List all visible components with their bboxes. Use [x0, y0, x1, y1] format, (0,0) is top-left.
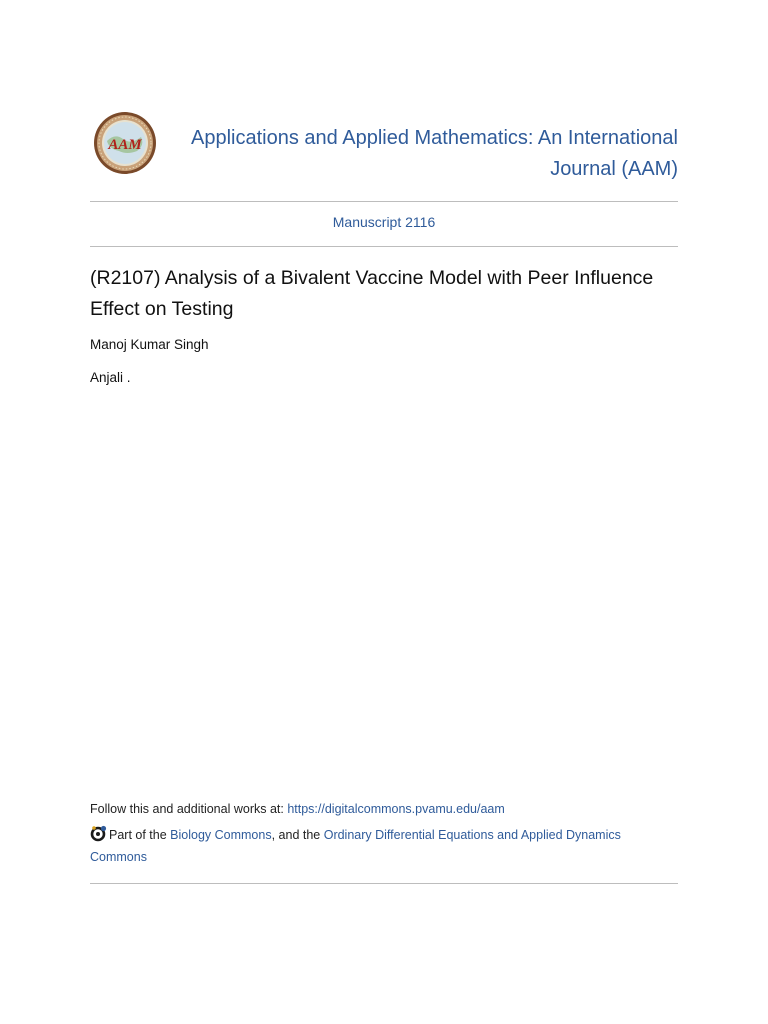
- author-2: Anjali .: [90, 370, 131, 385]
- follow-prefix: Follow this and additional works at:: [90, 802, 288, 816]
- journal-header: [90, 108, 678, 188]
- network-commons-icon: [90, 825, 107, 842]
- header-divider: [90, 201, 678, 202]
- logo-lettering: AAM: [108, 137, 142, 153]
- journal-title-line1: Applications and Applied Mathematics: An International: [191, 127, 678, 149]
- journal-title-line2: Journal (AAM): [550, 158, 678, 180]
- footer-divider: [90, 883, 678, 884]
- journal-logo-icon[interactable]: [93, 111, 157, 175]
- and-the-text: , and the: [271, 828, 324, 842]
- biology-commons-link[interactable]: Biology Commons: [170, 828, 272, 842]
- paper-title: [90, 263, 690, 325]
- commons-line: [90, 824, 650, 868]
- journal-title-link[interactable]: [178, 123, 678, 185]
- ode-commons-link[interactable]: Ordinary Differential Equations and Applied Dynamics Commons: [90, 828, 621, 864]
- follow-line: [90, 802, 505, 816]
- follow-link[interactable]: https://digitalcommons.pvamu.edu/aam: [287, 802, 505, 816]
- author-1: Manoj Kumar Singh: [90, 337, 209, 352]
- manuscript-label: Manuscript 2116: [332, 214, 436, 230]
- part-of-text: Part of the: [109, 828, 171, 842]
- manuscript-divider: [90, 246, 678, 247]
- paper-title-line2: Effect on Testing: [90, 298, 234, 320]
- paper-title-line1: (R2107) Analysis of a Bivalent Vaccine Model with Peer Influence: [90, 267, 654, 289]
